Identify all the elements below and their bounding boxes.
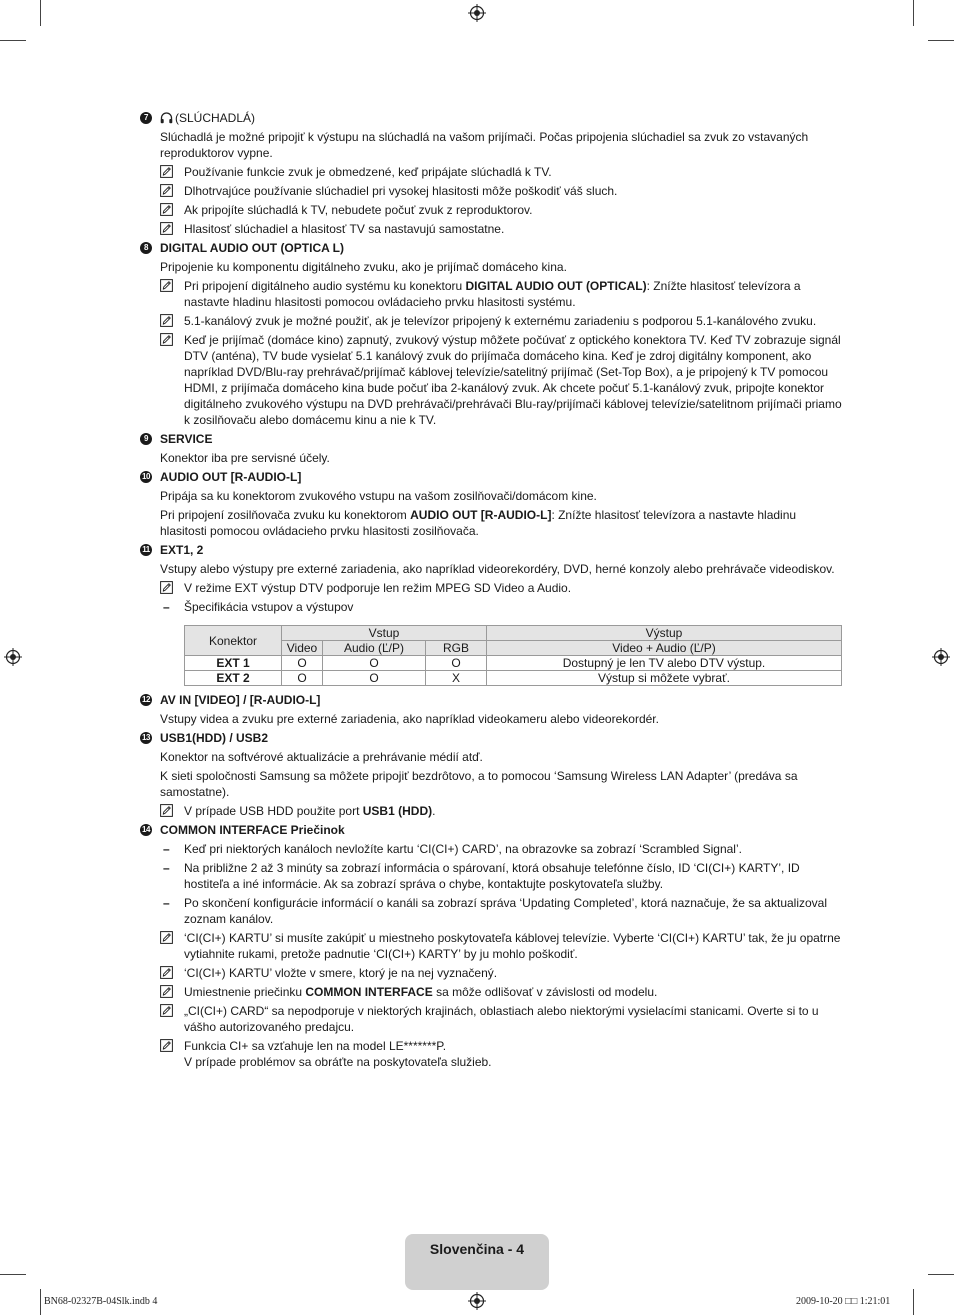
section-7 [140, 110, 842, 237]
header-connector: Konektor [185, 626, 282, 656]
section-title: (SLÚCHADLÁ) [175, 111, 256, 125]
row-output: Výstup si môžete vybrať. [487, 671, 842, 686]
text-run: sa môže odlišovať v závislosti od modelu. [432, 985, 658, 999]
note-item [160, 332, 842, 428]
crop-mark [928, 40, 954, 41]
note-icon [160, 985, 173, 998]
note-text: Hlasitosť slúchadiel a hlasitosť TV sa nastavujú samostatne. [184, 222, 505, 236]
section-12 [140, 692, 842, 727]
row-video: O [282, 671, 323, 686]
note-text [184, 985, 657, 999]
section-title: USB1(HDD) / USB2 [160, 731, 269, 745]
section-title: DIGITAL AUDIO OUT (OPTICA L) [160, 241, 344, 255]
note-text: „CI(CI+) CARD“ sa nepodporuje v niektorých krajinách, oblastiach alebo niektorými vysielacími stanicami. Overte si to u vášho autorizovaného predajcu. [184, 1004, 819, 1034]
page-number-tab [405, 1234, 549, 1290]
text-run: : Znížte hlasitosť televízora a nastavte hladinu hlasitosti pomocou ovládacieho prvku hlasitosti systému. [184, 279, 801, 309]
section-8 [140, 240, 842, 428]
dash-bullet: – [163, 600, 170, 614]
paragraph: Vstupy alebo výstupy pre externé zariadenia, ako napríklad videorekordéry, DVD, herné konzoly alebo prehrávače videodiskov. [160, 562, 835, 576]
section-number-badge: 14 [140, 824, 152, 836]
header-input: Vstup [282, 626, 487, 641]
section-10 [140, 469, 842, 539]
paragraph: Konektor na softvérové aktualizácie a prehrávanie médií atď. [160, 750, 483, 764]
crop-mark [40, 0, 41, 26]
dash-item [160, 860, 842, 892]
note-text: Používanie funkcie zvuk je obmedzené, keď pripájate slúchadlá k TV. [184, 165, 552, 179]
registration-mark-icon [4, 648, 22, 666]
dash-text: Špecifikácia vstupov a výstupov [184, 600, 354, 614]
page-label: Slovenčina - 4 [429, 1241, 525, 1257]
section-heading [144, 431, 842, 447]
row-audio: O [323, 656, 426, 671]
note-item [160, 164, 842, 180]
crop-mark [0, 1274, 26, 1275]
section-number-badge: 7 [140, 112, 152, 124]
note-text: ‘CI(CI+) KARTU’ si musíte zakúpiť u miestneho poskytovateľa káblovej televízie. Vyberte ‘CI(CI+) KARTU’ tak, že ju opatrne vytiahnite rukami, pretože padnutie ‘CI(CI+) KARTY’ by ju mohlo poškodiť. [184, 931, 841, 961]
note-icon [160, 966, 173, 979]
dash-text: Keď pri niektorých kanáloch nevložíte kartu ‘CI(CI+) CARD’, na obrazovke sa zobrazí ‘Scrambled Signal’. [184, 842, 742, 856]
subheader-rgb: RGB [426, 641, 487, 656]
section-heading [144, 240, 842, 256]
note-text: V režime EXT výstup DTV podporuje len režim MPEG SD Video a Audio. [184, 581, 572, 595]
note-item [160, 1003, 842, 1035]
section-heading [144, 110, 842, 126]
note-icon [160, 333, 173, 346]
section-heading [142, 730, 842, 746]
date-slug: 2009-10-20 □□ 1:21:01 [796, 1296, 891, 1307]
paragraph: Vstupy videa a zvuku pre externé zariadenia, ako napríklad videokameru alebo videorekordér. [160, 712, 659, 726]
note-icon [160, 314, 173, 327]
dash-bullet: – [163, 896, 170, 910]
note-item [160, 930, 842, 962]
header-output: Výstup [487, 626, 842, 641]
section-title: COMMON INTERFACE Priečinok [160, 823, 345, 837]
row-connector: EXT 2 [185, 671, 282, 686]
section-13 [140, 730, 842, 819]
bold-term: DIGITAL AUDIO OUT (OPTICAL) [465, 279, 647, 293]
table-header-row [185, 626, 842, 641]
headphones-icon [160, 112, 173, 124]
note-text: ‘CI(CI+) KARTU’ vložte v smere, ktorý je na nej vyznačený. [184, 966, 498, 980]
note-item [160, 278, 842, 310]
row-connector: EXT 1 [185, 656, 282, 671]
section-number-badge: 9 [140, 433, 152, 445]
note-text: Dlhotrvajúce používanie slúchadiel pri vysokej hlasitosti môže poškodiť váš sluch. [184, 184, 618, 198]
note-item [160, 183, 842, 199]
bold-term: COMMON INTERFACE [305, 985, 433, 999]
section-title: AV IN [VIDEO] / [R-AUDIO-L] [160, 693, 321, 707]
note-text [184, 279, 801, 309]
dash-item [160, 895, 842, 927]
row-rgb: O [426, 656, 487, 671]
text-run: Umiestnenie priečinku [184, 985, 306, 999]
row-output: Dostupný je len TV alebo DTV výstup. [487, 656, 842, 671]
text-run: . [432, 804, 436, 818]
note-item [160, 1038, 842, 1070]
bold-term: USB1 (HDD) [362, 804, 433, 818]
subheader-output: Video + Audio (Ľ/P) [487, 641, 842, 656]
section-title: AUDIO OUT [R-AUDIO-L] [160, 470, 302, 484]
table-row [185, 671, 842, 686]
note-icon [160, 279, 173, 292]
paragraph: Slúchadlá je možné pripojiť k výstupu na slúchadlá na vašom prijímači. Počas pripojenia slúchadiel sa zvuk zo vstavaných reproduktorov vypne. [160, 130, 809, 160]
note-icon [160, 931, 173, 944]
section-number-badge: 13 [140, 732, 152, 744]
dash-bullet: – [163, 842, 170, 856]
note-text: 5.1-kanálový zvuk je možné použiť, ak je televízor pripojený k externému zariadeniu s podporou 5.1-kanálového zvuku. [184, 314, 817, 328]
paragraph: Pripája sa ku konektorom zvukového vstupu na vašom zosilňovači/domácom kine. [160, 489, 597, 503]
note-item [160, 202, 842, 218]
note-icon [160, 804, 173, 817]
page-content [140, 110, 842, 1073]
bold-term: AUDIO OUT [R-AUDIO-L] [410, 508, 552, 522]
row-video: O [282, 656, 323, 671]
section-number-badge: 12 [140, 694, 152, 706]
dash-text: Na približne 2 až 3 minúty sa zobrazí informácia o spárovaní, ktorá obsahuje telefónne číslo, ID ‘CI(CI+) KARTY’, ID hostiteľa a iné informácie. Ak sa zobrazí správa o chybe, kontaktujte poskytovateľa služby. [184, 861, 800, 891]
section-heading [142, 692, 842, 708]
note-text [184, 804, 435, 818]
crop-mark [928, 1274, 954, 1275]
text-run: Pri pripojení digitálneho audio systému ku konektoru [184, 279, 466, 293]
dash-item [160, 599, 842, 615]
note-item [160, 965, 842, 981]
table-row [185, 656, 842, 671]
section-heading [142, 822, 842, 838]
note-text: Funkcia CI+ sa vzťahuje len na model LE*******P. V prípade problémov sa obráťte na poskytovateľa služieb. [184, 1039, 492, 1069]
row-audio: O [323, 671, 426, 686]
crop-mark [40, 1289, 41, 1315]
note-item [160, 313, 842, 329]
note-icon [160, 1004, 173, 1017]
note-icon [160, 581, 173, 594]
note-icon [160, 222, 173, 235]
subheader-video: Video [282, 641, 323, 656]
note-item [160, 580, 842, 596]
io-spec-table [184, 625, 842, 686]
subheader-audio: Audio (Ľ/P) [323, 641, 426, 656]
text-run: : Znížte hlasitosť televízora a nastavte hladinu hlasitosti pomocou ovládacieho prvku hlasitosti zosilňovača. [160, 508, 797, 538]
section-number-badge: 8 [140, 242, 152, 254]
note-icon [160, 1039, 173, 1052]
paragraph: Pripojenie ku komponentu digitálneho zvuku, ako je prijímač domáceho kina. [160, 260, 567, 274]
section-14 [140, 822, 842, 1070]
dash-bullet: – [163, 861, 170, 875]
registration-mark-icon [468, 1292, 486, 1310]
section-11 [140, 542, 842, 686]
paragraph: K sieti spoločnosti Samsung sa môžete pripojiť bezdrôtovo, a to pomocou ‘Samsung Wireless LAN Adapter’ (predáva sa samostatne). [160, 769, 798, 799]
section-number-badge: 10 [140, 471, 152, 483]
crop-mark [913, 1289, 914, 1315]
text-run: V prípade USB HDD použite port [184, 804, 363, 818]
note-icon [160, 165, 173, 178]
note-item [160, 221, 842, 237]
section-number-badge: 11 [140, 544, 152, 556]
note-item [160, 803, 842, 819]
table-subheader-row [185, 641, 842, 656]
note-icon [160, 184, 173, 197]
registration-mark-icon [468, 4, 486, 22]
section-9 [140, 431, 842, 466]
section-heading [142, 469, 842, 485]
paragraph [160, 507, 842, 539]
note-text: Ak pripojíte slúchadlá k TV, nebudete počuť zvuk z reproduktorov. [184, 203, 533, 217]
file-slug: BN68-02327B-04Slk.indb 4 [44, 1296, 158, 1307]
crop-mark [913, 0, 914, 26]
text-run: Pri pripojení zosilňovača zvuku ku konektorom [160, 508, 411, 522]
note-item [160, 984, 842, 1000]
dash-text: Po skončení konfigurácie informácií o kanáli sa zobrazí správa ‘Updating Completed’, ktorá naznačuje, že sa aktualizoval zoznam kanálov. [184, 896, 828, 926]
dash-item [160, 841, 842, 857]
note-icon [160, 203, 173, 216]
note-text: Keď je prijímač (domáce kino) zapnutý, zvukový výstup môžete počúvať z optického konektora TV. Keď TV zobrazuje signál DTV (anténa), TV bude vysielať 5.1 kanálový zvuk do prijímača domáceho kina. Keď je zdroj digitálny komponent, ako napríklad DVD/Blu-ray prehrávač/prijímač káblovej televízie/satelitný prijímač (Set-Top Box), a je pripojený k TV pomocou HDMI, z prijímača domáceho kina bude počuť iba 2-kanálový zvuk. Ak chcete počuť 5.1-kanálový zvuk, pripojte konektor digitálneho zvukového výstupu na DVD prehrávači/prehrávači Blu-ray/prijímači káblovej televízie/satelitnom prijímači priamo k zosilňovaču alebo domácemu kinu a nie k TV. [184, 333, 842, 427]
row-rgb: X [426, 671, 487, 686]
section-title: EXT1, 2 [160, 543, 204, 557]
section-heading [142, 542, 842, 558]
crop-mark [0, 40, 26, 41]
registration-mark-icon [932, 648, 950, 666]
paragraph: Konektor iba pre servisné účely. [160, 451, 330, 465]
section-title: SERVICE [160, 432, 213, 446]
